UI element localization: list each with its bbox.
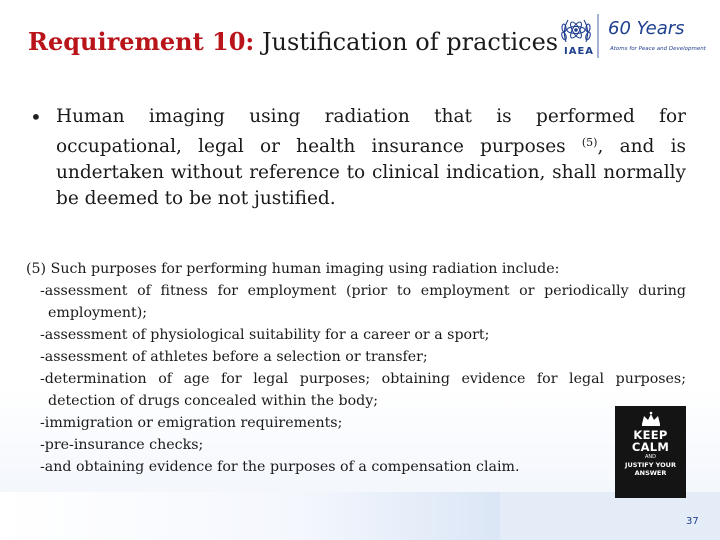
bullet-text-after: , and is undertaken without reference to clinical indication, shall normally be deemed to be not justified. [56,136,686,209]
footnote-item: -assessment of physiological suitability for a career or a sport; [40,327,490,343]
bullet-text-before: Human imaging using radiation that is performed for occupational, legal or health insurance purposes [56,106,686,157]
bullet-dot: • [30,105,42,129]
footnote-item: -immigration or emigration requirements; [40,415,343,431]
logo-anniversary: 60 Years [608,18,685,39]
poster-line-and: AND [644,454,656,460]
page-number: 37 [686,516,699,527]
poster-line-justify: JUSTIFY YOUR [625,461,676,469]
footnote-item: -assessment of athletes before a selection or transfer; [40,349,428,365]
footnote-lead: (5) Such purposes for performing human imaging using radiation include: [26,261,560,277]
poster-line-answer: ANSWER [634,469,667,477]
bullet-text [56,104,686,212]
page-title [28,26,558,58]
footnote [26,258,686,478]
logo-org: IAEA [564,46,595,57]
footnote-item: -and obtaining evidence for the purposes of a compensation claim. [40,459,520,475]
bottom-gradient-band [0,492,500,540]
title-subject: Justification of practices [261,28,559,56]
main-bullet [30,104,686,212]
footnote-item: -assessment of fitness for employment (prior to employment or periodically during employment); [40,283,686,321]
footnote-item: -determination of age for legal purposes; obtaining evidence for legal purposes; detection of drugs concealed within the body; [40,371,686,409]
logo-tagline: Atoms for Peace and Development [610,46,706,52]
footnote-ref: (5) [581,136,598,149]
crown-icon [615,411,686,429]
title-requirement: Requirement 10: [28,27,255,56]
footnote-item: -pre-insurance checks; [40,437,204,453]
iaea-60-years-logo [558,8,708,64]
poster-line-calm: CALM [631,440,670,454]
poster-line-keep: KEEP [633,428,668,442]
keep-calm-poster [615,406,686,498]
